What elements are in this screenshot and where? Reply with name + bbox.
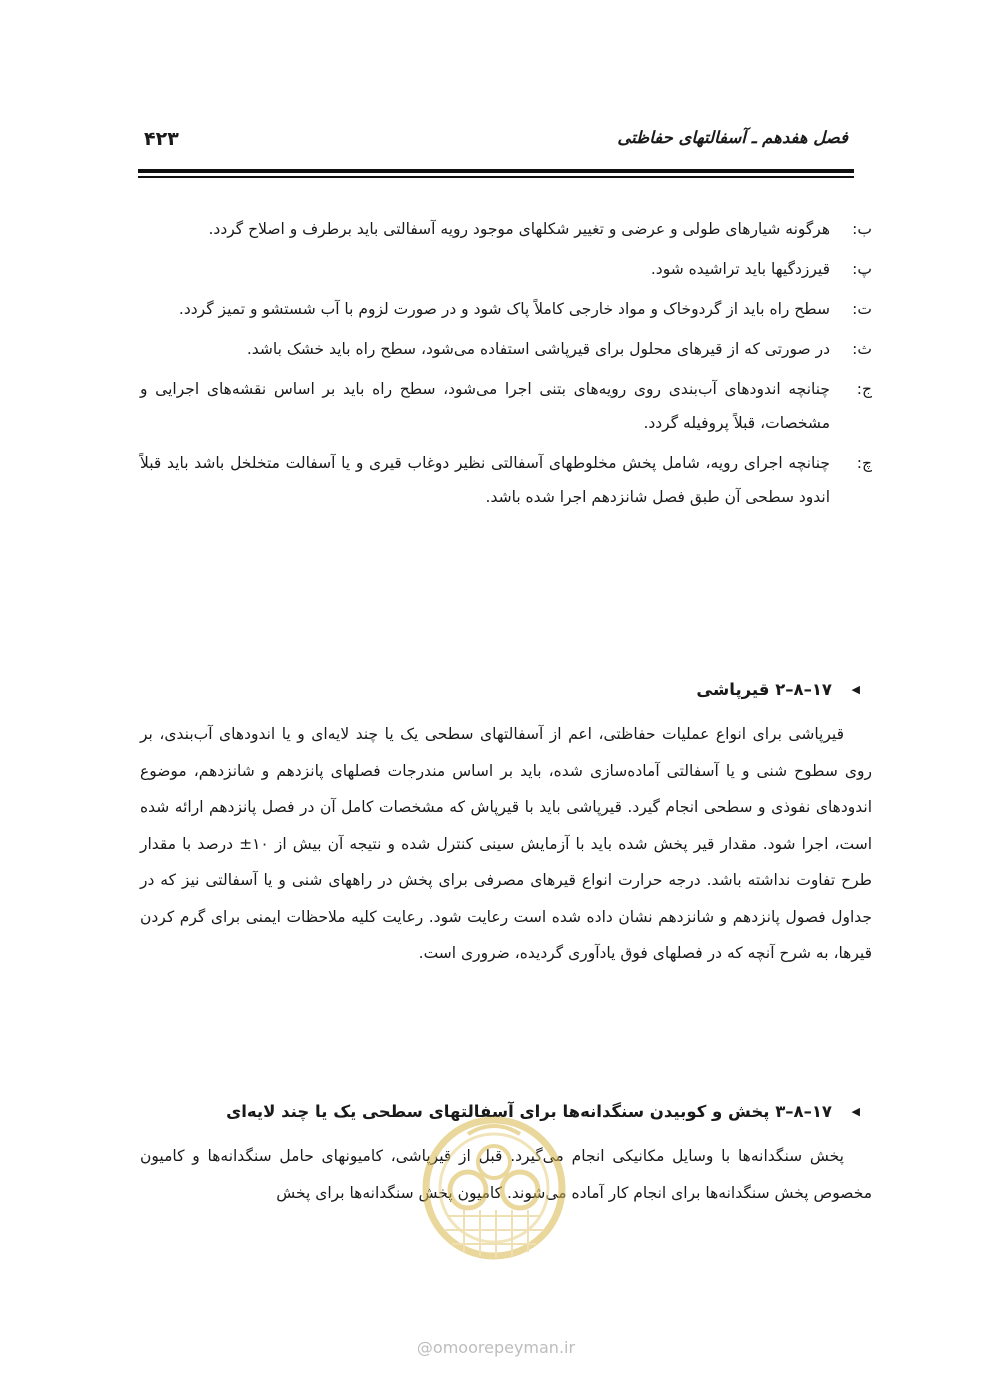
- section-heading-text: ۱۷–۸–۳ پخش و کوبیدن سنگدانه‌ها برای آسفالتهای سطحی یک یا چند لایه‌ای: [226, 1101, 832, 1121]
- section-paragraph: قیرپاشی برای انواع عملیات حفاظتی، اعم از آسفالتهای سطحی یک یا چند لایه‌ای و یا اندودهای آب‌بندی، بر روی سطوح شنی و یا آسفالتی آماده‌سازی شده، باید بر اساس مندرجات فصلهای پانزدهم و شانزدهم، موضوع اندودهای نفوذی و سطحی انجام گیرد. قیرپاشی باید با قیرپاش که مشخصات کامل آن در فصل پانزدهم ارائه شده است، اجرا شود. مقدار قیر پخش شده باید با آزمایش سینی کنترل شده و نتیجه آن بیش از ۱۰± درصد با مقدار طرح تفاوت نداشته باشد. درجه حرارت انواع قیرهای مصرفی برای پخش در راههای شنی و یا آسفالتی نیز که در جداول فصول پانزدهم و شانزدهم نشان داده شده است رعایت شود. رعایت کلیه ملاحظات ایمنی برای گرم کردن قیرها، به شرح آنچه که در فصلهای فوق یادآوری گردیده، ضروری است.: [140, 725, 872, 962]
- list-item-letter: ث:: [852, 340, 872, 358]
- header-rule-thick: [138, 169, 854, 173]
- list-item-text: قیرزدگیها باید تراشیده شود.: [650, 260, 830, 278]
- list-item-text: هرگونه شیارهای طولی و عرضی و تغییر شکلهای موجود رویه آسفالتی باید برطرف و اصلاح گردد.: [208, 220, 830, 238]
- list-item: [140, 446, 872, 514]
- list-item-text: در صورتی که از قیرهای محلول برای قیرپاشی استفاده می‌شود، سطح راه باید خشک باشد.: [246, 340, 830, 358]
- list-item: [140, 292, 872, 326]
- list-item-letter: پ:: [852, 260, 872, 278]
- chapter-title: فصل هفدهم ـ آسفالتهای حفاظتی: [617, 128, 848, 147]
- section-bullet-icon: ◀: [851, 1104, 860, 1118]
- section-heading-text: ۱۷–۸–۲ قیرپاشی: [696, 679, 832, 699]
- publisher-seal-watermark: [418, 1112, 570, 1280]
- list-item: [140, 332, 872, 366]
- list-item-letter: چ:: [856, 454, 872, 472]
- list-item-text: چنانچه اندودهای آب‌بندی روی رویه‌های بتنی اجرا می‌شود، سطح راه باید بر اساس نقشه‌های اجرایی و مشخصات، قبلاً پروفیله گردد.: [140, 380, 830, 432]
- watermark-url: @omoorepeyman.ir: [416, 1338, 576, 1357]
- list-item-letter: ت:: [852, 300, 872, 318]
- header-rule-thin: [138, 176, 854, 178]
- list-item-text: چنانچه اجرای رویه، شامل پخش مخلوطهای آسفالتی نظیر دوغاب قیری و یا آسفالت متخلخل باشد باید قبلاً اندود سطحی آن طبق فصل شانزدهم اجرا شده باشد.: [140, 454, 830, 506]
- list-item-text: سطح راه باید از گردوخاک و مواد خارجی کاملاً پاک شود و در صورت لزوم با آب شستشو و تمیز گردد.: [178, 300, 830, 318]
- page-number: ۴۲۳: [144, 128, 179, 150]
- list-item: [140, 252, 872, 286]
- section-bullet-icon: ◀: [851, 682, 860, 696]
- list-item: [140, 212, 872, 246]
- section-heading: [140, 672, 872, 706]
- section-paragraph: پخش سنگدانه‌ها با وسایل مکانیکی انجام می‌گیرد. قبل از قیرپاشی، کامیونهای حامل سنگدانه‌ها و کامیون مخصوص پخش سنگدانه‌ها برای انجام کار آماده می‌شوند. کامیون پخش سنگدانه‌ها برای پخش: [140, 1147, 872, 1202]
- requirements-list: [140, 212, 872, 520]
- page-header: [144, 128, 848, 160]
- list-item: [140, 372, 872, 440]
- list-item-letter: ب:: [852, 220, 872, 238]
- section-tar-spraying: [140, 672, 872, 972]
- list-item-letter: ج:: [856, 380, 872, 398]
